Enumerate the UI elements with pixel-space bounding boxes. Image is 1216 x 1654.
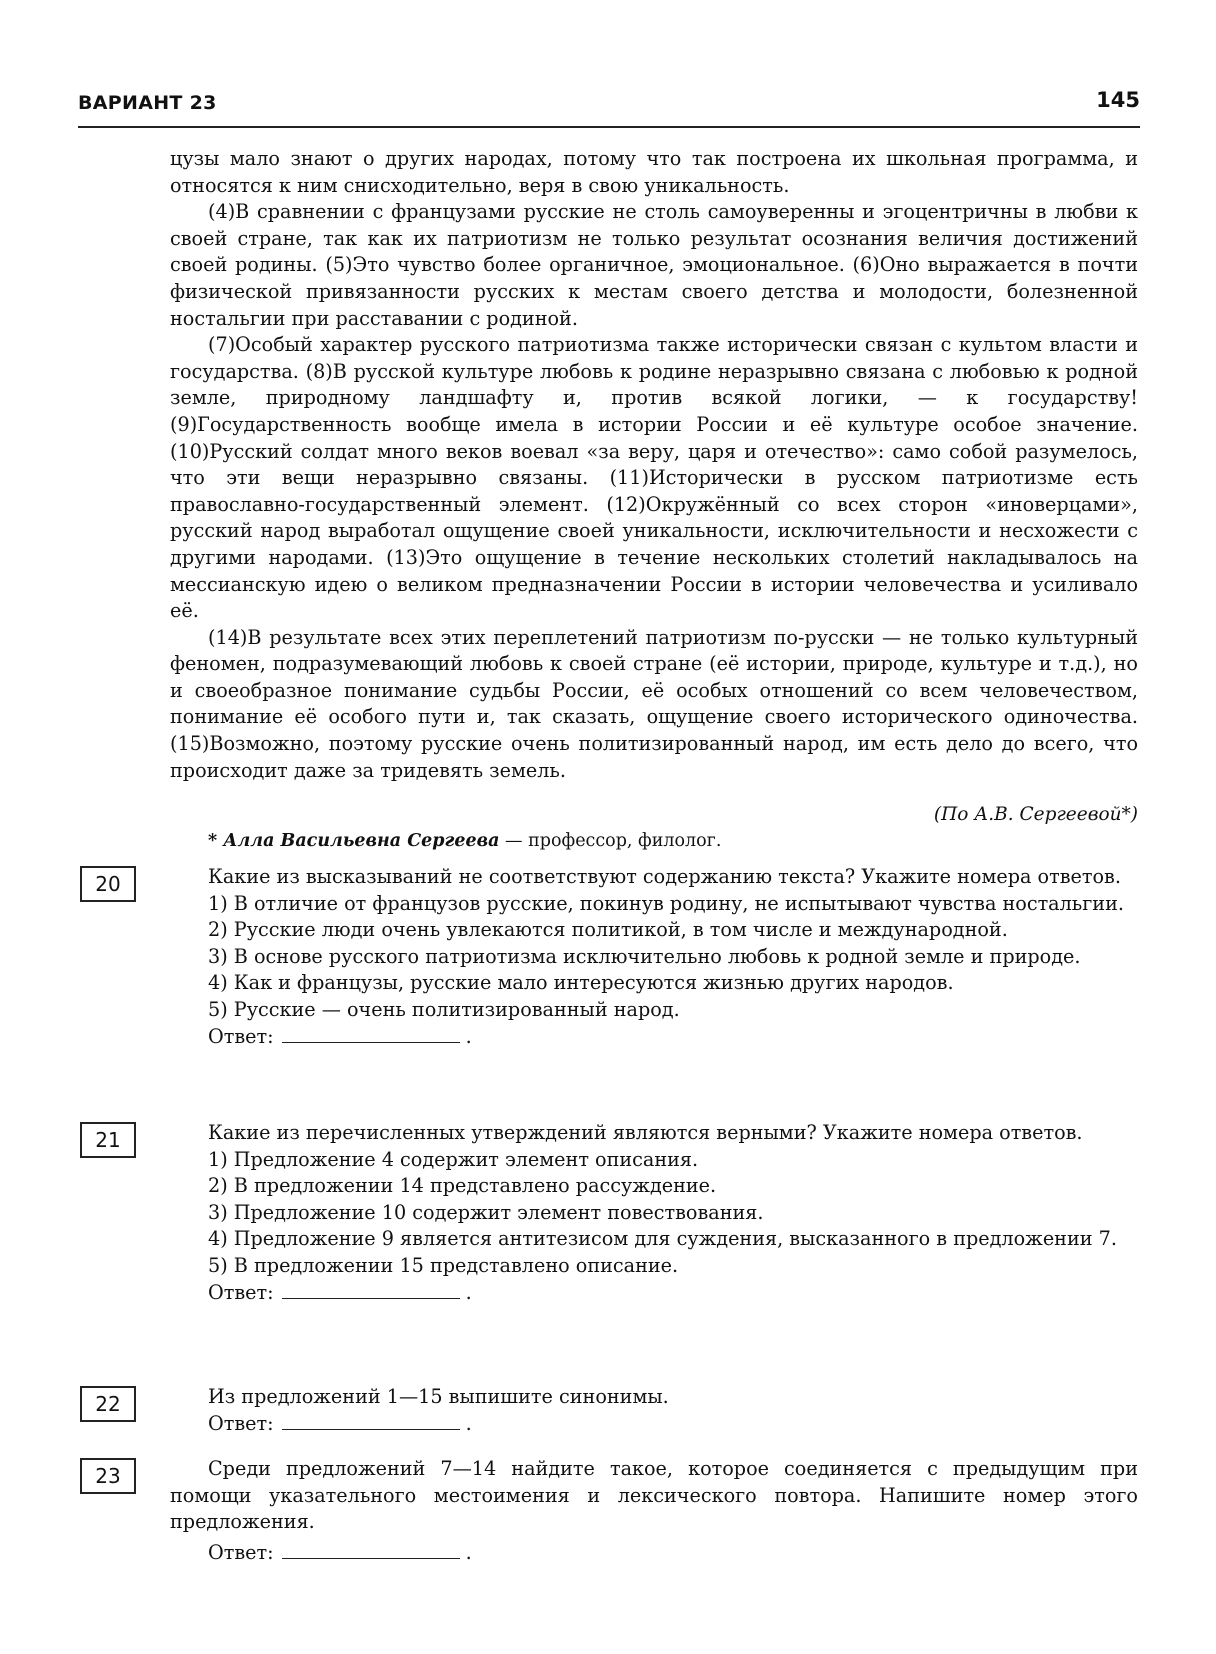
task-body (170, 1120, 1138, 1306)
task-question: Какие из высказываний не соответствуют содержанию текста? Укажите номера ответов. (208, 865, 1121, 888)
task-body (170, 1384, 1138, 1437)
answer-label: Ответ: (208, 1540, 274, 1564)
task-number: 21 (80, 1122, 136, 1158)
answer-label: Ответ: (208, 1411, 274, 1435)
answer-row: Ответ: . (208, 1540, 472, 1564)
answer-label: Ответ: (208, 1280, 274, 1304)
task-number: 23 (80, 1458, 136, 1494)
task-option: 3) В основе русского патриотизма исключительно любовь к родной земле и природе. (208, 944, 1081, 968)
answer-label: Ответ: (208, 1024, 274, 1048)
task-option: 4) Как и французы, русские мало интересуются жизнью других народов. (208, 971, 954, 995)
task-question: Из предложений 1—15 выпишите синонимы. (208, 1385, 669, 1408)
task-number: 20 (80, 866, 136, 902)
source-citation: (По А.В. Сергеевой*) (933, 804, 1138, 825)
text-paragraph-3: (7)Особый характер русского патриотизма также исторически связан с культом власти и государства. (8)В русской культуре любовь к родине неразрывно связана с любовью к родной земле, природному ландшафту и, против всякой логики, — к государству! (9)Государственность вообще имела в истории России и её культуре особое значение. (10)Русский солдат много веков воевал «за веру, царя и отечество»: само собой разумелось, что эти вещи неразрывно связаны. (11)Исторически в русском патриотизме есть православно-государственный элемент. (12)Окружённый со всех сторон «иноверцами», русский народ выработал ощущение своей уникальности, исключительности и несхожести с другими народами. (13)Это ощущение в течение нескольких столетий накладывалось на мессианскую идею о великом предназначении России в истории человечества и усиливало её. (170, 333, 1138, 623)
variant-title: ВАРИАНТ 23 (78, 92, 217, 114)
answer-input-line[interactable] (282, 1557, 460, 1559)
main-text (170, 146, 1138, 784)
answer-input-line[interactable] (282, 1041, 460, 1043)
page-header (78, 86, 1140, 128)
text-paragraph-4: (14)В результате всех этих переплетений патриотизм по-русски — не только культурный феномен, подразумевающий любовь к своей стране (её истории, природе, культуре и т.д.), но и своеобразное понимание судьбы России, её особых отношений со всем человечеством, понимание её особого пути и, так сказать, ощущение своего исторического одиночества. (15)Возможно, поэтому русские очень политизированный народ, им есть дело до всего, что происходит даже за тридевять земель. (170, 625, 1138, 782)
answer-input-line[interactable] (282, 1297, 460, 1299)
task-option: 2) Русские люди очень увлекаются политикой, в том числе и международной. (208, 918, 1008, 942)
text-paragraph-1: цузы мало знают о других народах, потому что так построена их школьная программа, и относятся к ним снисходительно, веря в свою уникальность. (170, 147, 1138, 197)
task-question: Среди предложений 7—14 найдите такое, которое соединяется с предыдущим при помощи указательного местоимения и лексического повтора. Напишите номер этого предложения. (170, 1457, 1138, 1534)
answer-row: Ответ: . (208, 1280, 472, 1304)
task-body (170, 864, 1138, 1050)
task-option: 5) Русские — очень политизированный народ. (208, 997, 680, 1021)
task-number: 22 (80, 1386, 136, 1422)
task-option: 5) В предложении 15 представлено описание. (208, 1253, 679, 1277)
footnote-author: * Алла Васильевна Сергеева (208, 831, 500, 851)
task-option: 1) В отличие от французов русские, покинув родину, не испытывают чувства ностальгии. (208, 891, 1124, 915)
text-paragraph-2: (4)В сравнении с французами русские не столь самоуверенны и эгоцентричны в любви к своей стране, так как их патриотизм не только результат осознания величия достижений своей родины. (5)Это чувство более органичное, эмоциональное. (6)Оно выражается в почти физической привязанности русских к местам своего детства и молодости, болезненной ностальгии при расставании с родиной. (170, 200, 1138, 330)
answer-row: Ответ: . (208, 1024, 472, 1048)
answer-row: Ответ: . (208, 1411, 472, 1435)
page-number: 145 (1096, 88, 1140, 112)
task-body (170, 1456, 1138, 1566)
task-option: 3) Предложение 10 содержит элемент повествования. (208, 1200, 764, 1224)
task-option: 4) Предложение 9 является антитезисом для суждения, высказанного в предложении 7. (208, 1227, 1117, 1251)
footnote (208, 828, 721, 854)
task-option: 1) Предложение 4 содержит элемент описания. (208, 1147, 699, 1171)
task-option: 2) В предложении 14 представлено рассуждение. (208, 1174, 717, 1198)
task-question: Какие из перечисленных утверждений являются верными? Укажите номера ответов. (208, 1121, 1083, 1144)
footnote-text: — профессор, филолог. (499, 831, 722, 851)
answer-input-line[interactable] (282, 1428, 460, 1430)
